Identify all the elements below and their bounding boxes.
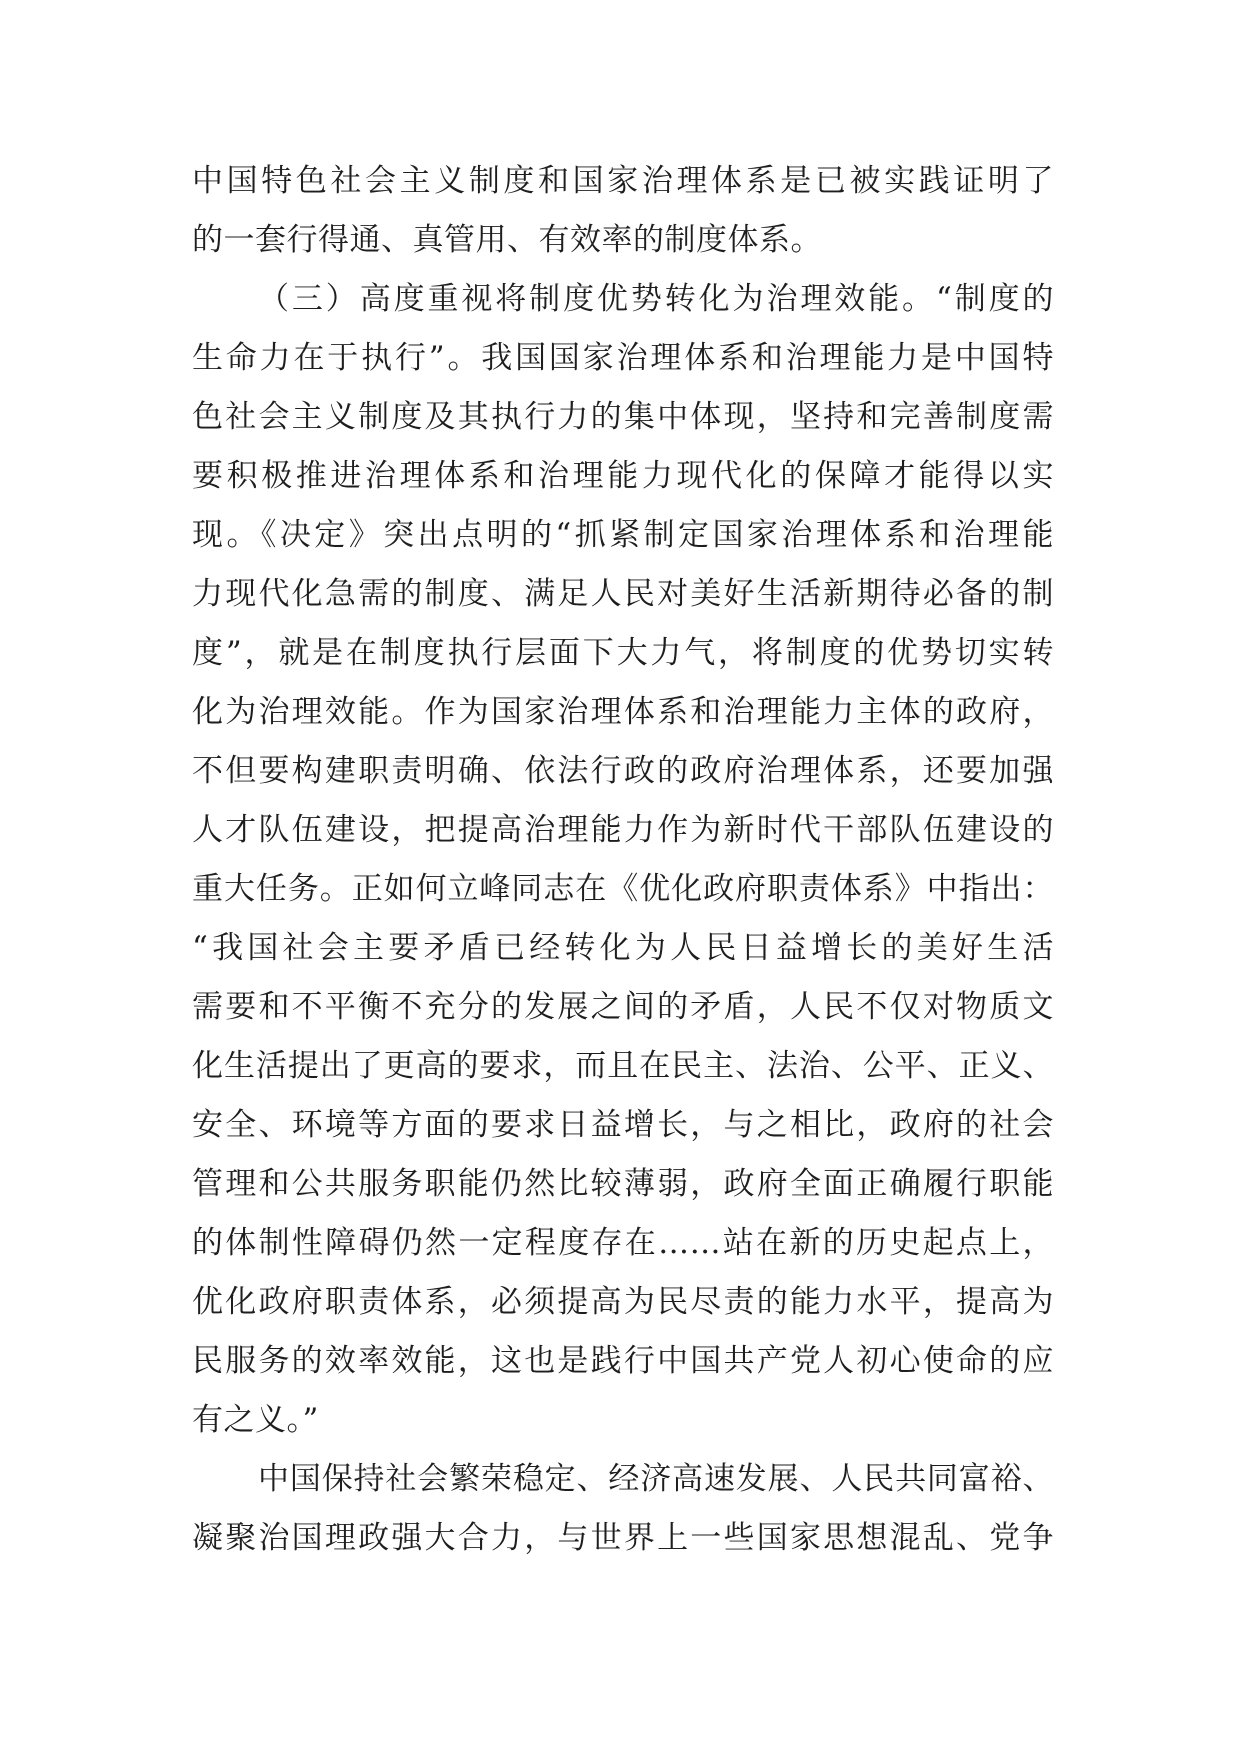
paragraph-line: 不但要构建职责明确、依法行政的政府治理体系，还要加强 — [192, 753, 1054, 789]
paragraph-line: 现。《决定》突出点明的“抓紧制定国家治理体系和治理能 — [192, 517, 1054, 553]
paragraph-line: （三）高度重视将制度优势转化为治理效能。“制度的 — [258, 281, 1054, 317]
paragraph-line: 重大任务。正如何立峰同志在《优化政府职责体系》中指出： — [192, 871, 1054, 907]
paragraph-line: 生命力在于执行”。我国国家治理体系和治理能力是中国特 — [192, 340, 1054, 376]
paragraph-line: 的体制性障碍仍然一定程度存在……站在新的历史起点上， — [192, 1225, 1054, 1261]
paragraph-2 — [192, 270, 1054, 1450]
paragraph-line: 需要和不平衡不充分的发展之间的矛盾，人民不仅对物质文 — [192, 989, 1054, 1025]
paragraph-line: 化为治理效能。作为国家治理体系和治理能力主体的政府， — [192, 694, 1054, 730]
paragraph-line: 凝聚治国理政强大合力，与世界上一些国家思想混乱、党争 — [192, 1520, 1054, 1556]
paragraph-line: 度”，就是在制度执行层面下大力气，将制度的优势切实转 — [192, 635, 1054, 671]
paragraph-line: 要积极推进治理体系和治理能力现代化的保障才能得以实 — [192, 458, 1054, 494]
paragraph-line: 色社会主义制度及其执行力的集中体现，坚持和完善制度需 — [192, 399, 1054, 435]
paragraph-line: 有之义。” — [192, 1402, 319, 1438]
paragraph-line: 中国保持社会繁荣稳定、经济高速发展、人民共同富裕、 — [258, 1461, 1054, 1497]
paragraph-line: 管理和公共服务职能仍然比较薄弱，政府全面正确履行职能 — [192, 1166, 1054, 1202]
paragraph-line: 安全、环境等方面的要求日益增长，与之相比，政府的社会 — [192, 1107, 1054, 1143]
paragraph-line: 化生活提出了更高的要求，而且在民主、法治、公平、正义、 — [192, 1048, 1054, 1084]
document-body — [192, 152, 1054, 1568]
paragraph-3 — [192, 1450, 1054, 1568]
paragraph-line: 人才队伍建设，把提高治理能力作为新时代干部队伍建设的 — [192, 812, 1054, 848]
paragraph-line: 的一套行得通、真管用、有效率的制度体系。 — [192, 222, 822, 258]
paragraph-line: 优化政府职责体系，必须提高为民尽责的能力水平，提高为 — [192, 1284, 1054, 1320]
paragraph-line: 中国特色社会主义制度和国家治理体系是已被实践证明了 — [192, 163, 1054, 199]
paragraph-line: “我国社会主要矛盾已经转化为人民日益增长的美好生活 — [192, 930, 1054, 966]
paragraph-1 — [192, 152, 1054, 270]
paragraph-line: 力现代化急需的制度、满足人民对美好生活新期待必备的制 — [192, 576, 1054, 612]
paragraph-line: 民服务的效率效能，这也是践行中国共产党人初心使命的应 — [192, 1343, 1054, 1379]
